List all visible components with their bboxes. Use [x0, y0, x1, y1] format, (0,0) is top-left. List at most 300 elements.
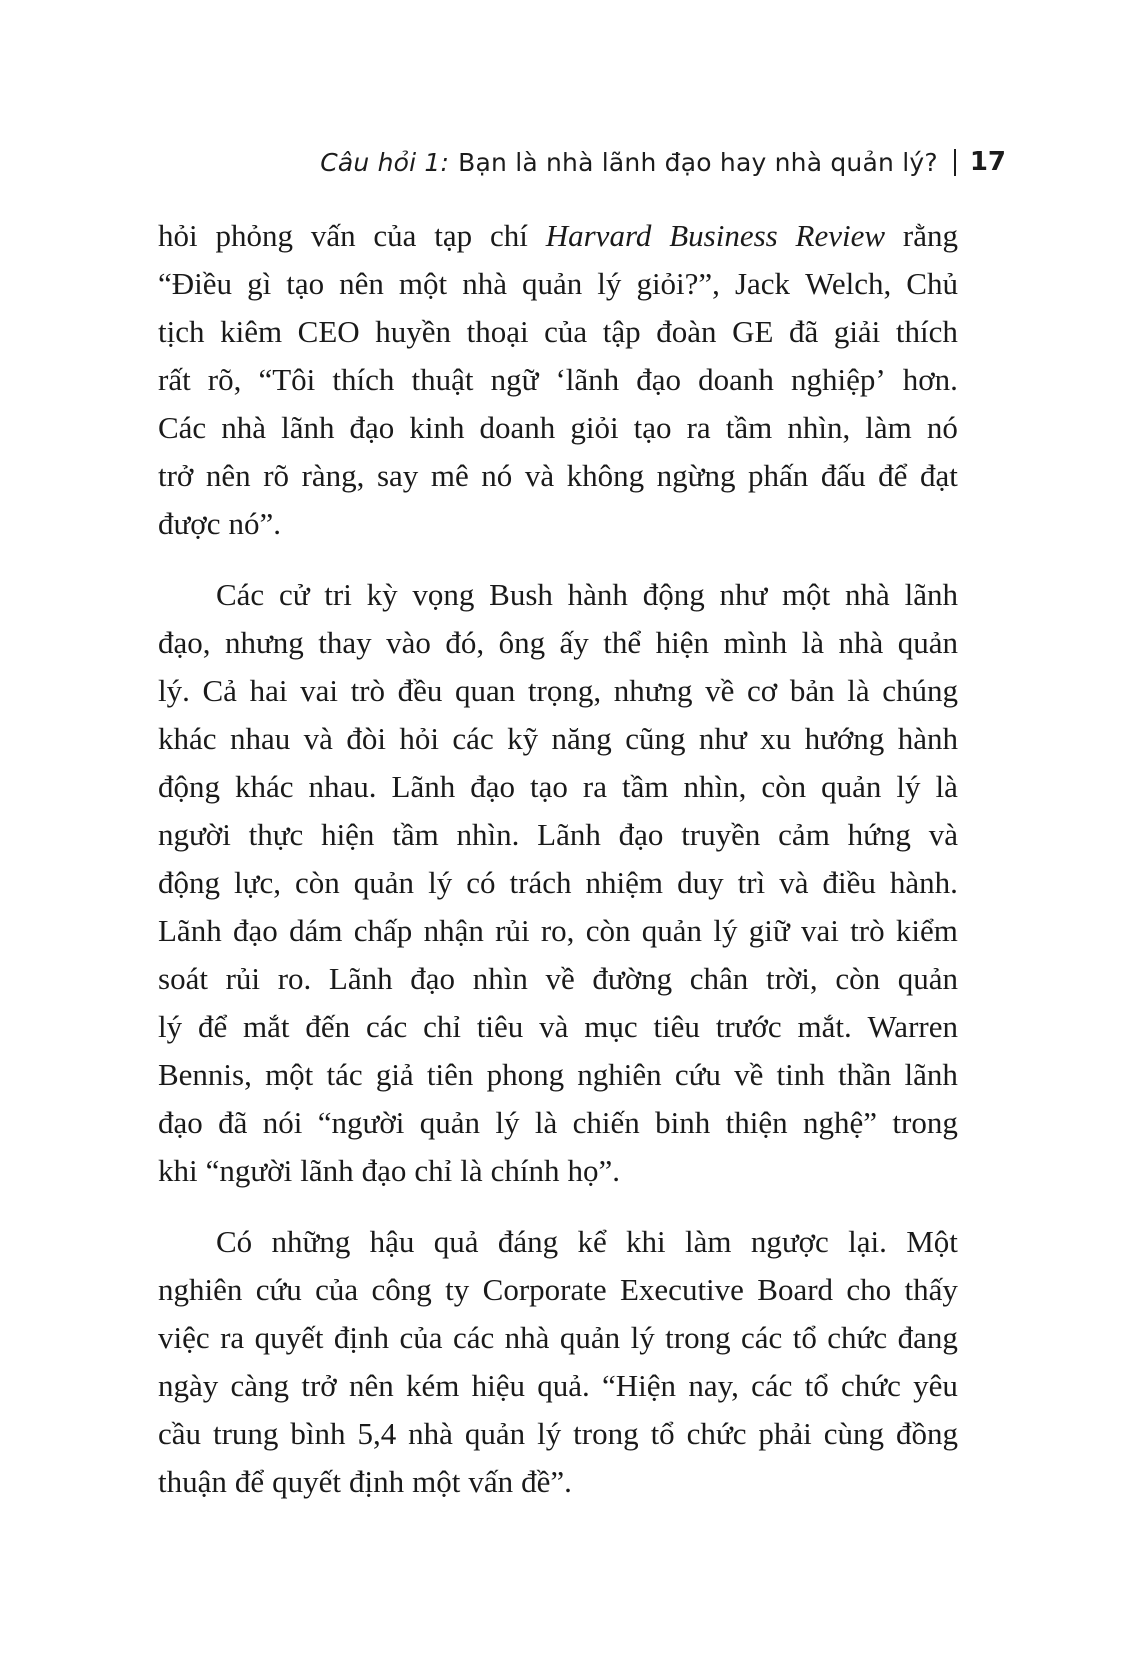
word: lý: [713, 913, 738, 948]
word: “Tôi: [258, 362, 316, 397]
word: là: [801, 625, 825, 660]
word: doanh: [698, 362, 774, 397]
word: giữ: [748, 913, 790, 948]
text-line: [158, 212, 958, 260]
word: nghiên: [158, 1272, 243, 1307]
word: ngày: [158, 1368, 219, 1403]
text-line: [158, 859, 958, 907]
word: như: [698, 721, 747, 756]
word: nghiên: [577, 1057, 662, 1092]
word: vào: [386, 625, 431, 660]
word: trong: [665, 1320, 731, 1355]
word: năng: [551, 721, 612, 756]
paragraph-gap: [158, 1195, 958, 1218]
word: Welch,: [805, 266, 892, 301]
word: xu: [760, 721, 792, 756]
word: mắt: [243, 1009, 290, 1044]
word: đó,: [445, 625, 485, 660]
word: tổ: [650, 1416, 675, 1451]
word: chỉ: [423, 1009, 461, 1044]
word: cùng: [823, 1416, 885, 1451]
word: người: [158, 817, 231, 852]
word: đang: [897, 1320, 958, 1355]
word: đến: [305, 1009, 351, 1044]
header-divider: [954, 149, 956, 176]
word: đạo: [636, 362, 682, 397]
word: trở: [301, 1368, 337, 1403]
word: trở: [158, 458, 194, 493]
word: quản: [353, 865, 415, 900]
word: ông: [498, 625, 546, 660]
word: lý: [537, 1416, 562, 1451]
word: quản: [821, 769, 882, 804]
word: để: [878, 458, 908, 493]
word: chúng: [882, 673, 958, 708]
word: công: [371, 1272, 432, 1307]
word: đã: [788, 314, 819, 349]
word: lý: [896, 769, 921, 804]
word: để: [234, 1464, 265, 1499]
word: “người: [317, 1105, 405, 1140]
word: cầu: [158, 1416, 202, 1451]
text-line: [158, 1314, 958, 1362]
word: nay,: [688, 1368, 739, 1403]
word: Lãnh: [328, 961, 393, 996]
text-line: [158, 1147, 958, 1195]
word: thiện: [725, 1105, 788, 1140]
word: tổ: [792, 1320, 817, 1355]
page-number: 17: [969, 147, 1006, 177]
word: tinh: [776, 1057, 825, 1092]
word: đòi: [346, 721, 386, 756]
word: một: [782, 577, 831, 612]
word: “Điều: [158, 266, 233, 301]
word: chân: [689, 961, 749, 996]
word: huyền: [375, 314, 451, 349]
word: là: [460, 1153, 483, 1188]
word: các: [741, 1320, 783, 1355]
word: của: [373, 218, 417, 253]
word: về: [545, 961, 575, 996]
word: nhìn: [472, 961, 528, 996]
word: ‘lãnh: [555, 362, 620, 397]
text-line: [158, 1362, 958, 1410]
text-line: [158, 571, 958, 619]
word: doanh: [479, 410, 556, 445]
word: chính: [490, 1153, 560, 1188]
word: Board: [757, 1272, 834, 1307]
word: của: [544, 314, 588, 349]
word: đoàn: [656, 314, 717, 349]
word: khi: [626, 1224, 666, 1259]
word: không: [566, 458, 645, 493]
word: nhau.: [308, 769, 377, 804]
word: càng: [230, 1368, 290, 1403]
word: ngược: [750, 1224, 829, 1259]
word: CEO: [297, 314, 360, 349]
word: trò: [850, 913, 885, 948]
word: thay: [318, 625, 372, 660]
word: thấy: [904, 1272, 958, 1307]
word: rõ: [263, 458, 290, 493]
word: các: [751, 1368, 793, 1403]
word: cảm: [778, 817, 830, 852]
word: cử: [278, 577, 310, 612]
word: một: [412, 1464, 461, 1499]
word: ra: [220, 1320, 245, 1355]
word: một: [398, 266, 448, 301]
word: hỏi: [158, 218, 198, 253]
word: động: [642, 577, 705, 612]
word: kiêm: [220, 314, 283, 349]
word: say: [376, 458, 419, 493]
word: được: [158, 506, 221, 541]
word: giả: [375, 1057, 414, 1092]
word: phấn: [748, 458, 809, 493]
word: lý: [495, 1105, 520, 1140]
word: Executive: [619, 1272, 744, 1307]
text-line: [158, 404, 958, 452]
word: là: [847, 673, 870, 708]
word: trì: [737, 865, 766, 900]
word: khác: [235, 769, 294, 804]
word: ngừng: [656, 458, 736, 493]
word: kỳ: [366, 577, 398, 612]
word: động: [158, 769, 220, 804]
word: hiệu: [471, 1368, 525, 1403]
chapter-title: Bạn là nhà lãnh đạo hay nhà quản lý?: [458, 147, 938, 177]
word: nhưng: [613, 673, 693, 708]
word: ty: [445, 1272, 470, 1307]
word: việc: [158, 1320, 210, 1355]
word: hai: [249, 673, 288, 708]
text-line: [158, 715, 958, 763]
text-line: [158, 1003, 958, 1051]
word: lãnh: [300, 1153, 354, 1188]
word: tiên: [426, 1057, 474, 1092]
word: đạo: [361, 1153, 407, 1188]
word: ấy: [559, 625, 589, 660]
text-line: [158, 1099, 958, 1147]
word: đáng: [497, 1224, 559, 1259]
word: GE: [732, 314, 774, 349]
word: các: [365, 1009, 408, 1044]
word: nhà: [838, 625, 884, 660]
body-text: [158, 212, 958, 1506]
word: nên: [339, 266, 384, 301]
word: hành.: [889, 865, 958, 900]
word: trong: [573, 1416, 639, 1451]
word: đạo: [470, 769, 516, 804]
word: định: [333, 1320, 390, 1355]
text-line: [158, 500, 958, 548]
word: quan: [455, 673, 516, 708]
word: nhà: [845, 577, 890, 612]
word: cho: [846, 1272, 892, 1307]
word: nó”.: [228, 506, 281, 541]
word: khi: [158, 1153, 198, 1188]
word: giỏi: [570, 410, 619, 445]
chapter-label: Câu hỏi 1:: [320, 147, 450, 177]
word: kinh: [409, 410, 465, 445]
word: cứu: [255, 1272, 302, 1307]
word: nghiệp’: [790, 362, 886, 397]
word: nhau: [229, 721, 291, 756]
word: kém: [405, 1368, 460, 1403]
word: duy: [677, 865, 724, 900]
word: lý: [428, 865, 453, 900]
text-line: [158, 955, 958, 1003]
word: ro.: [277, 961, 312, 996]
text-line: [158, 1051, 958, 1099]
word: Bush: [489, 577, 553, 612]
word: Cả: [202, 673, 237, 708]
word: lý: [597, 266, 622, 301]
word: chức: [686, 1416, 747, 1451]
paragraph: [158, 212, 958, 548]
word: thể: [603, 625, 642, 660]
word: nhiệm: [585, 865, 664, 900]
word: quản: [419, 1105, 480, 1140]
word: ra: [686, 410, 711, 445]
word: nên: [348, 1368, 394, 1403]
word: thuật: [411, 362, 474, 397]
word: nhà: [462, 266, 507, 301]
word: ra: [582, 769, 607, 804]
word: hỏi: [399, 721, 439, 756]
word: động: [158, 865, 220, 900]
word: kỹ: [507, 721, 539, 756]
word: tầm: [621, 769, 669, 804]
text-line: [158, 811, 958, 859]
word: tầm: [392, 817, 439, 852]
word: Review: [795, 218, 886, 253]
text-line: [158, 260, 958, 308]
word: đạo: [233, 913, 278, 948]
paragraph: [158, 1218, 958, 1506]
word: “người: [205, 1153, 293, 1188]
word: các: [452, 721, 494, 756]
word: để: [197, 1009, 228, 1044]
word: còn: [835, 961, 881, 996]
word: vọng: [412, 577, 475, 612]
word: thích: [332, 362, 395, 397]
word: nhà: [221, 410, 267, 445]
word: Các: [158, 410, 207, 445]
word: tiêu: [653, 1009, 700, 1044]
word: quản: [464, 1416, 526, 1451]
word: rõ,: [207, 362, 242, 397]
word: họ”.: [567, 1153, 620, 1188]
word: lực,: [234, 865, 281, 900]
word: quản: [897, 625, 958, 660]
word: nhà: [504, 1320, 550, 1355]
word: tạp: [434, 218, 473, 253]
word: đường: [592, 961, 673, 996]
word: còn: [761, 769, 807, 804]
paragraph-gap: [158, 548, 958, 571]
word: hiện: [321, 817, 375, 852]
word: thích: [895, 314, 958, 349]
word: tịch: [158, 314, 205, 349]
word: là: [534, 1105, 558, 1140]
word: nhà: [408, 1416, 453, 1451]
running-header: [320, 142, 1006, 182]
word: các: [452, 1320, 495, 1355]
word: quản: [521, 266, 583, 301]
word: ngữ: [490, 362, 539, 397]
word: hành: [567, 577, 628, 612]
word: và: [524, 458, 555, 493]
word: tập: [602, 314, 641, 349]
word: Corporate: [482, 1272, 607, 1307]
word: về: [705, 673, 735, 708]
word: rất: [158, 362, 191, 397]
word: giải: [833, 314, 881, 349]
word: ro,: [540, 913, 575, 948]
text-line: [158, 907, 958, 955]
text-line: [158, 308, 958, 356]
word: của: [399, 1320, 443, 1355]
word: có: [466, 865, 496, 900]
word: hứng: [847, 817, 911, 852]
word: bình: [290, 1416, 346, 1451]
word: chí: [490, 218, 528, 253]
word: cũng: [625, 721, 686, 756]
text-line: [158, 1266, 958, 1314]
word: thần: [837, 1057, 892, 1092]
word: lãnh: [904, 577, 958, 612]
word: dám: [289, 913, 343, 948]
word: của: [315, 1272, 359, 1307]
word: tiêu: [476, 1009, 524, 1044]
word: vấn: [468, 1464, 514, 1499]
word: lý.: [158, 673, 190, 708]
text-line: [158, 356, 958, 404]
word: làm: [684, 1224, 732, 1259]
text-line: [158, 1218, 958, 1266]
word: tạo: [286, 266, 325, 301]
word: nó: [926, 410, 958, 445]
word: rủi: [225, 961, 261, 996]
word: quản: [559, 1320, 621, 1355]
word: chấp: [353, 913, 413, 948]
word: Chủ: [906, 266, 958, 301]
word: chức: [827, 1320, 888, 1355]
word: nhìn.: [456, 817, 520, 852]
word: cứu: [674, 1057, 721, 1092]
word: lãnh: [904, 1057, 958, 1092]
word: cơ: [747, 673, 778, 708]
word: quả: [433, 1224, 479, 1259]
word: hành: [897, 721, 958, 756]
word: soát: [158, 961, 208, 996]
word: mắt.: [797, 1009, 852, 1044]
word: quả.: [537, 1368, 590, 1403]
word: đạo,: [158, 625, 211, 660]
word: đấu: [820, 458, 866, 493]
text-line: [158, 763, 958, 811]
word: yêu: [913, 1368, 958, 1403]
word: Business: [669, 218, 778, 253]
word: trọng,: [527, 673, 602, 708]
word: Bennis,: [158, 1057, 252, 1092]
word: bản: [789, 673, 835, 708]
word: Có: [216, 1224, 253, 1259]
word: nhận: [423, 913, 484, 948]
text-line: [158, 667, 958, 715]
word: và: [303, 721, 333, 756]
word: nghệ”: [803, 1105, 878, 1140]
word: đạo: [618, 817, 664, 852]
word: trung: [212, 1416, 279, 1451]
word: và: [779, 865, 809, 900]
word: những: [271, 1224, 351, 1259]
word: rằng: [902, 218, 958, 253]
word: thuận: [158, 1464, 227, 1499]
word: tầm: [725, 410, 773, 445]
word: trời,: [765, 961, 818, 996]
word: nhưng: [224, 625, 304, 660]
word: chiến: [572, 1105, 640, 1140]
text-line: [158, 452, 958, 500]
word: tác: [326, 1057, 363, 1092]
text-line: [158, 1458, 958, 1506]
word: quản: [641, 913, 703, 948]
word: mê: [430, 458, 469, 493]
word: thoại: [466, 314, 529, 349]
word: Một: [906, 1224, 958, 1259]
word: quyết: [272, 1464, 342, 1499]
word: và: [539, 1009, 569, 1044]
word: làm: [865, 410, 912, 445]
word: lý: [158, 1009, 183, 1044]
word: mình: [723, 625, 788, 660]
word: 5,4: [357, 1416, 397, 1451]
word: nhìn,: [683, 769, 747, 804]
word: tri: [324, 577, 352, 612]
word: Warren: [867, 1009, 958, 1044]
word: nhìn,: [787, 410, 851, 445]
word: thực: [248, 817, 304, 852]
word: Các: [216, 577, 265, 612]
word: kiểm: [895, 913, 958, 948]
word: lại.: [848, 1224, 887, 1259]
word: chỉ: [414, 1153, 453, 1188]
word: Jack: [734, 266, 791, 301]
word: hơn.: [902, 362, 958, 397]
word: “Hiện: [602, 1368, 677, 1403]
word: trước: [715, 1009, 782, 1044]
word: còn: [295, 865, 340, 900]
word: vai: [801, 913, 839, 948]
word: truyền: [681, 817, 761, 852]
word: như: [719, 577, 768, 612]
word: vai: [300, 673, 338, 708]
word: lãnh: [281, 410, 335, 445]
word: hậu: [369, 1224, 415, 1259]
word: đạo: [410, 961, 456, 996]
word: lý: [630, 1320, 655, 1355]
word: tổ: [804, 1368, 829, 1403]
paragraph: [158, 571, 958, 1195]
word: là: [935, 769, 958, 804]
word: một: [265, 1057, 314, 1092]
word: quyết: [254, 1320, 324, 1355]
word: còn: [585, 913, 631, 948]
word: về: [734, 1057, 764, 1092]
word: nói: [262, 1105, 303, 1140]
